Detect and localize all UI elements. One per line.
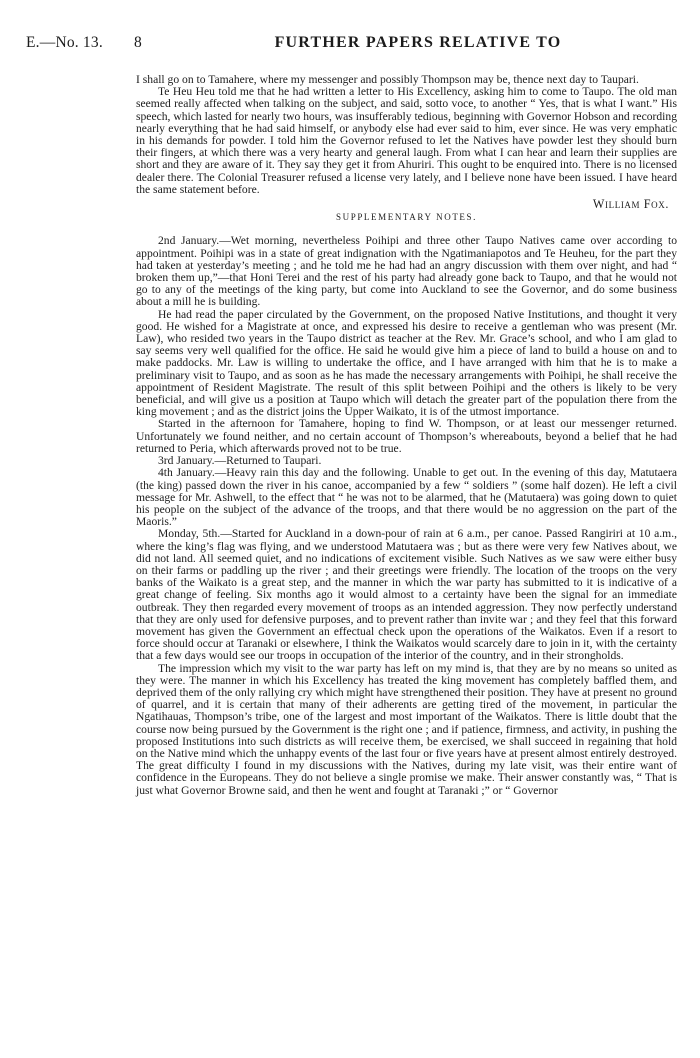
notes-paragraph-5: 4th January.—Heavy rain this day and the following. Unable to get out. In the evening of this day, Matutaera (the king) passed down the river in his canoe, accompanied by a few “ soldiers ” (some half dozen). He left a civil message for Mr. Ashwell, to the effect that “ he was not to be alarmed, that he (Matutaera) was going down to quiet his people on the subject of the advance of the troops, and that there would be no aggression on the part of the Maoris.”	[136, 466, 677, 529]
letter-paragraph-1: I shall go on to Tamahere, where my messenger and possibly Thompson may be, thence next day to Taupari.	[136, 73, 639, 86]
running-title: FURTHER PAPERS RELATIVE TO	[274, 34, 562, 51]
section-heading: SUPPLEMENTARY NOTES.	[336, 212, 477, 223]
notes-paragraph-3: Started in the afternoon for Tamahere, hoping to find W. Thompson, or at least our messenger returned. Unfortunately we found neither, and no certain account of Thompson’s whereabouts, beyond a belief that he had returned to Peria, which afterwards proved not to be true.	[136, 417, 677, 455]
notes-paragraph-4: 3rd January.—Returned to Taupari.	[158, 454, 322, 468]
document-code: E.—No. 13.	[26, 34, 103, 51]
page-header	[26, 34, 672, 56]
page-body	[136, 74, 677, 797]
signature: William Fox.	[592, 197, 669, 212]
notes-paragraph-2: He had read the paper circulated by the Government, on the proposed Native Institutions, and thought it very good. He wished for a Magistrate at once, and expressed his desire to receive a gentleman who was present (Mr. Law), who resided two years in the Taupo district as teacher at the Rev. Mr. Grace’s school, and who I am glad to say seems very well qualified for the office. He said he would give him a piece of land to build a house on and to make paddocks. Mr. Law is willing to undertake the office, and I have arranged with him that he is to make a preliminary visit to Taupo, and as soon as he has made the necessary arrangements with Poihipi, he shall receive the appointment of Resident Magistrate. The result of this split between Poihipi and the others is likely to be very beneficial, and will give us a position at Taupo which will detach the greater part of the population there from the king movement ; and as the district joins the Upper Waikato, it is of the utmost importance.	[136, 307, 677, 419]
page-number: 8	[134, 34, 142, 51]
notes-paragraph-6: Monday, 5th.—Started for Auckland in a down-pour of rain at 6 a.m., per canoe. Passed Rangiriri at 10 a.m., where the king’s flag was flying, and we understood Matutaera was ; but as there were very few Natives about, we did not land. All seemed quiet, and no indications of excitement visible. Such Natives as we saw were either busy on their farms or paddling up the river ; and their greetings were friendly. The location of the troops on the very banks of the Waikato is a great step, and the manner in which the war party has submitted to it is indicative of a great change of feeling. Six months ago it would almost to a certainty have been the signal for an immediate outbreak. They then regarded every movement of troops as an intended aggression. They now perfectly understand that they are only used for defensive purposes, and to prevent rather than invite war ; and they feel that this forward movement has given the Government an effectual check upon the operations of the Waikatos. Even if a resort to force should occur at Taranaki or elsewhere, I think the Waikatos would scarcely dare to join in it, with the certainty that a few days would see our troops in occupation of the interior of the country, and in their strongholds.	[136, 527, 677, 663]
letter-paragraph-2: Te Heu Heu told me that he had written a letter to His Excellency, asking him to come to Taupo. The old man seemed really affected when talking on the subject, and said, sotto voce, to another “ Yes, that is what I want.” His speech, which lasted for nearly two hours, was insufferably tedious, beginning with Governor Hobson and recording nearly everything that he had said himself, or anybody else had ever said to him, ever since. He was very emphatic in his demands for powder. I told him the Governor refused to let the Natives have powder lest they should burn their fingers, at which there was a very hearty and general laugh. From what I can hear and learn their supplies are short and they are aware of it. They say they get it from Ahuriri. This ought to be enquired into. There is no licensed dealer there. The Colonial Treasurer refused a license very lately, and I believe none have been issued. I have heard the same statement before.	[136, 85, 677, 196]
notes-paragraph-1: 2nd January.—Wet morning, nevertheless Poihipi and three other Taupo Natives came over according to appointment. Poihipi was in a state of great indignation with the Ngatimaniapotos and Te Heuheu, for the part they had taken at yesterday’s meeting ; and he told me he had had an angry discussion with them over night, and had “ broken them up,”—that Honi Terei and the rest of his party had already gone back to Taupo, and that he would not go to any of the meetings of the king party, but come into Auckland to see the Governor, and do some business about a mill he is building.	[136, 234, 677, 309]
notes-paragraph-7: The impression which my visit to the war party has left on my mind is, that they are by no means so united as they were. The manner in which his Excellency has treated the king movement has completely baffled them, and deprived them of the only rallying cry which might have strengthened their position. They have at present no ground of quarrel, and it is certain that many of their adherents are getting tired of the movement, in particular the Ngatihauas, Thompson’s tribe, one of the largest and most important of the Waikatos. There is little doubt that the course now being pursued by the Government is the right one ; and if patience, firmness, and activity, in pushing the proposed Institutions into such districts as will receive them, be exercised, we shall succeed in regaining that hold on the Native mind which the unhappy events of the last four or five years have at present almost entirely destroyed. The great difficulty I found in my discussions with the Natives, during my late visit, was their entire want of confidence in the Europeans. They do not believe a single promise we make. Their answer constantly was, “ That is just what Governor Browne said, and then he went and fought at Taranaki ;” or “ Governor	[136, 661, 678, 797]
